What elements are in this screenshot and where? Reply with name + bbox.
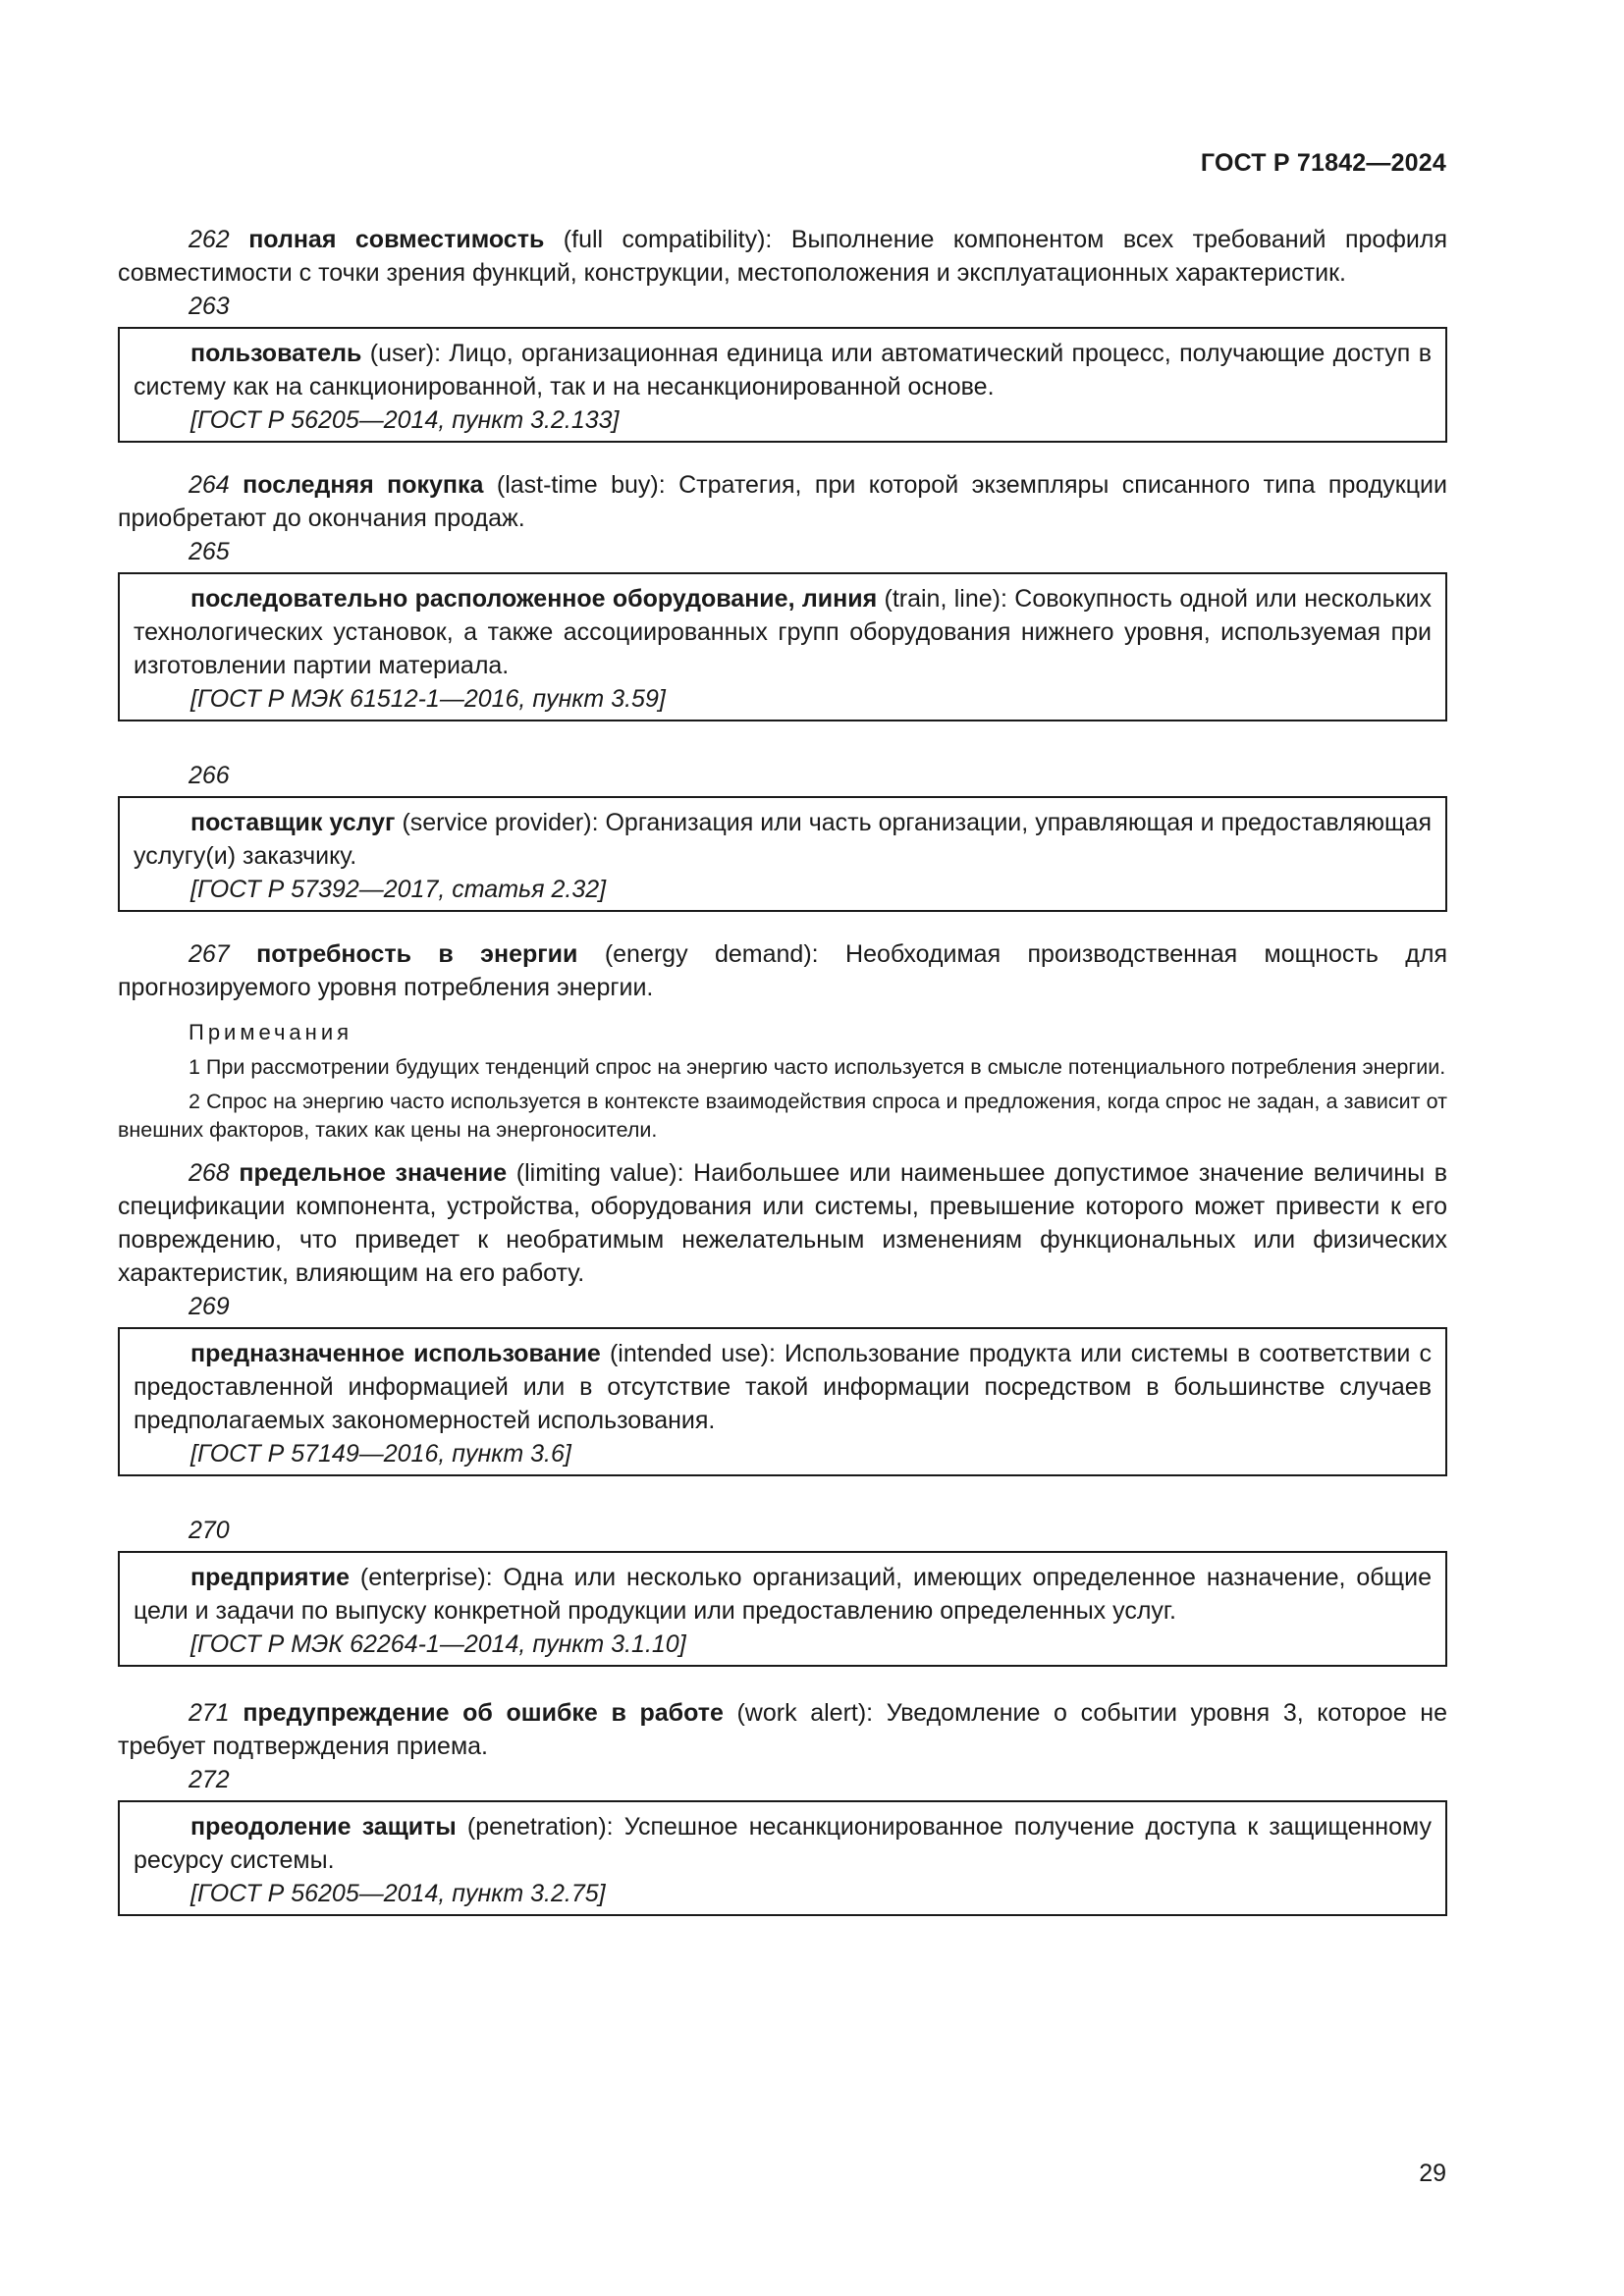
document-header: ГОСТ Р 71842—2024 [1200,149,1446,177]
entry-268 [118,1156,1447,1290]
entry-271 [118,1696,1447,1763]
entry-266-number: 266 [189,762,230,789]
entry-263-definition [134,337,1432,403]
note-2: 2 Спрос на энергию часто используется в контексте взаимодействия спроса и предложения, когда спрос не задан, а зависит от внешних факторов, таких как цены на энергоносители. [118,1090,1447,1142]
notes-heading: Примечания [189,1020,353,1044]
entry-272-definition [134,1810,1432,1877]
entry-265-box [118,572,1447,721]
entry-267 [118,937,1447,1004]
entry-term: пользователь [190,340,362,367]
entry-term: поставщик услуг [190,809,396,836]
entry-270-number: 270 [189,1517,230,1544]
entry-263-source: [ГОСТ Р 56205—2014, пункт 3.2.133] [190,406,620,434]
entry-265-number: 265 [189,538,230,565]
entry-269-number: 269 [189,1293,230,1320]
entry-270-source: [ГОСТ Р МЭК 62264-1—2014, пункт 3.1.10] [190,1630,686,1658]
entry-definition-text: (user): Лицо, организационная единица или автоматический процесс, получающие доступ в систему как на санкционированной, так и на несанкционированной основе. [134,340,1432,400]
entry-265-definition [134,582,1432,682]
entry-270-definition [134,1561,1432,1628]
entry-265-source: [ГОСТ Р МЭК 61512-1—2016, пункт 3.59] [190,685,666,713]
entry-263-box [118,327,1447,443]
page-number: 29 [1419,2160,1446,2187]
entry-270-box [118,1551,1447,1667]
entry-number: 264 [189,471,230,499]
entry-definition: (energy demand): Необходимая производственная мощность для прогнозируемого уровня потребления энергии. [118,940,1448,1001]
entry-term: предупреждение об ошибке в работе [243,1699,724,1727]
entry-definition-text: (intended use): Использование продукта или системы в соответствии с предоставленной информацией или в отсутствие такой информации посредством в большинстве случаев предполагаемых закономерностей использования. [134,1340,1432,1434]
entry-definition: (limiting value): Наибольшее или наименьшее допустимое значение величины в спецификации компонента, устройства, оборудования или системы, превышение которого может привести к его повреждению, что приведет к необратимым нежелательным изменениям функциональных или физических характеристик, влияющим на его работу. [118,1159,1447,1287]
entry-definition: (full compatibility): Выполнение компонентом всех требований профиля совместимости с точки зрения функций, конструкции, местоположения и эксплуатационных характеристик. [118,226,1447,287]
entry-272-source: [ГОСТ Р 56205—2014, пункт 3.2.75] [190,1880,606,1907]
entry-term: преодоление защиты [190,1813,457,1841]
entry-269-box [118,1327,1447,1476]
entry-definition-text: (service provider): Организация или часть организации, управляющая и предоставляющая услугу(и) заказчику. [134,809,1432,870]
entry-definition-text: (train, line): Совокупность одной или нескольких технологических установок, а также ассоциированных групп оборудования нижнего уровня, используемая при изготовлении партии материала. [134,585,1433,679]
entry-term: потребность в энергии [256,940,578,968]
entry-definition: (work alert): Уведомление о событии уровня 3, которое не требует подтверждения приема. [118,1699,1448,1760]
entry-definition: (last-time buy): Стратегия, при которой экземпляры списанного типа продукции приобретают до окончания продаж. [118,471,1447,532]
entry-262 [118,223,1447,290]
entry-272-number: 272 [189,1766,230,1793]
entry-term: полная совместимость [248,226,545,253]
document-body [118,223,1447,1916]
entry-number: 268 [189,1159,230,1187]
entry-number: 267 [189,940,230,968]
entry-264 [118,468,1447,535]
entry-number: 271 [189,1699,230,1727]
note-1: 1 При рассмотрении будущих тенденций спрос на энергию часто используется в смысле потенциального потребления энергии. [189,1055,1446,1079]
entry-term: предназначенное использование [190,1340,601,1367]
entry-269-source: [ГОСТ Р 57149—2016, пункт 3.6] [190,1440,571,1468]
entry-272-box [118,1800,1447,1916]
entry-269-definition [134,1337,1432,1437]
entry-term: предельное значение [239,1159,508,1187]
entry-term: последняя покупка [243,471,484,499]
entry-266-source: [ГОСТ Р 57392—2017, статья 2.32] [190,876,607,903]
entry-term: предприятие [190,1564,350,1591]
entry-266-definition [134,806,1432,873]
entry-number: 262 [189,226,230,253]
entry-definition-text: (penetration): Успешное несанкционированное получение доступа к защищенному ресурсу системы. [134,1813,1432,1874]
entry-definition-text: (enterprise): Одна или несколько организаций, имеющих определенное назначение, общие цели и задачи по выпуску конкретной продукции или предоставлению определенных услуг. [134,1564,1432,1625]
entry-term: последовательно расположенное оборудование, линия [190,585,878,613]
entry-266-box [118,796,1447,912]
entry-263-number: 263 [189,293,230,320]
